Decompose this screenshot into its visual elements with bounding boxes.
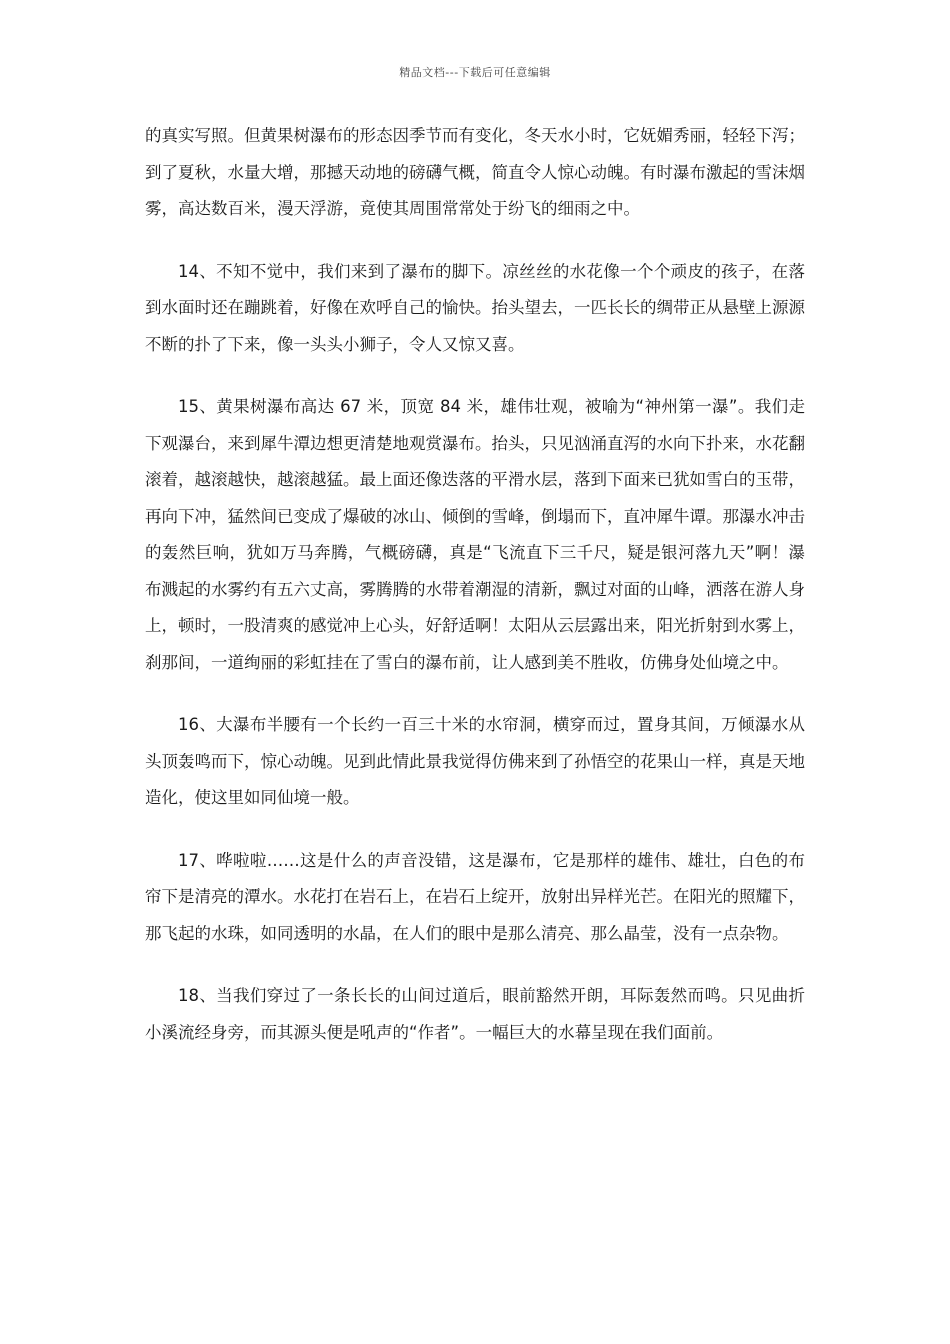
paragraph-continuation: 的真实写照。但黄果树瀑布的形态因季节而有变化，冬天水小时，它妩媚秀丽，轻轻下泻；到了夏秋，水量大增，那撼天动地的磅礴气概，简直令人惊心动魄。有时瀑布激起的雪沫烟雾，高达数百米，漫天浮游，竟使其周围常常处于纷飞的细雨之中。 [145, 126, 805, 218]
paragraph-15: 15、黄果树瀑布高达 67 米，顶宽 84 米，雄伟壮观，被喻为“神州第一瀑”。我们走下观瀑台，来到犀牛潭边想更清楚地观赏瀑布。抬头，只见汹涌直泻的水向下扑来，水花翻滚着，越滚越快，越滚越猛。最上面还像迭落的平滑水层，落到下面来已犹如雪白的玉带，再向下冲，猛然间已变成了爆破的冰山、倾倒的雪峰，倒塌而下，直冲犀牛谭。那瀑水冲击的轰然巨响，犹如万马奔腾，气概磅礴，真是“飞流直下三千尺，疑是银河落九天”啊！瀑布溅起的水雾约有五六丈高，雾腾腾的水带着潮湿的清新，飘过对面的山峰，洒落在游人身上，顿时，一股清爽的感觉冲上心头，好舒适啊！太阳从云层露出来，阳光折射到水雾上，刹那间，一道绚丽的彩虹挂在了雪白的瀑布前，让人感到美不胜收，仿佛身处仙境之中。 [145, 397, 805, 672]
paragraph-14: 14、不知不觉中，我们来到了瀑布的脚下。凉丝丝的水花像一个个顽皮的孩子，在落到水面时还在蹦跳着，好像在欢呼自己的愉快。抬头望去，一匹长长的绸带正从悬壁上源源不断的扑了下来，像一头头小狮子，令人又惊又喜。 [145, 261, 805, 354]
page-header: 精品文档---下载后可任意编辑 [399, 66, 551, 79]
document-body [145, 118, 805, 1051]
paragraph-17: 17、哗啦啦……这是什么的声音没错，这是瀑布，它是那样的雄伟、雄壮，白色的布帘下是清亮的潭水。水花打在岩石上，在岩石上绽开，放射出异样光芒。在阳光的照耀下，那飞起的水珠，如同透明的水晶，在人们的眼中是那么清亮、那么晶莹，没有一点杂物。 [145, 850, 805, 943]
paragraph-18: 18、当我们穿过了一条长长的山间过道后，眼前豁然开朗，耳际轰然而鸣。只见曲折小溪流经身旁，而其源头便是吼声的“作者”。一幅巨大的水幕呈现在我们面前。 [145, 986, 805, 1042]
paragraph-16: 16、大瀑布半腰有一个长约一百三十米的水帘洞，横穿而过，置身其间，万倾瀑水从头顶轰鸣而下，惊心动魄。见到此情此景我觉得仿佛来到了孙悟空的花果山一样，真是天地造化，使这里如同仙境一般。 [145, 715, 805, 807]
